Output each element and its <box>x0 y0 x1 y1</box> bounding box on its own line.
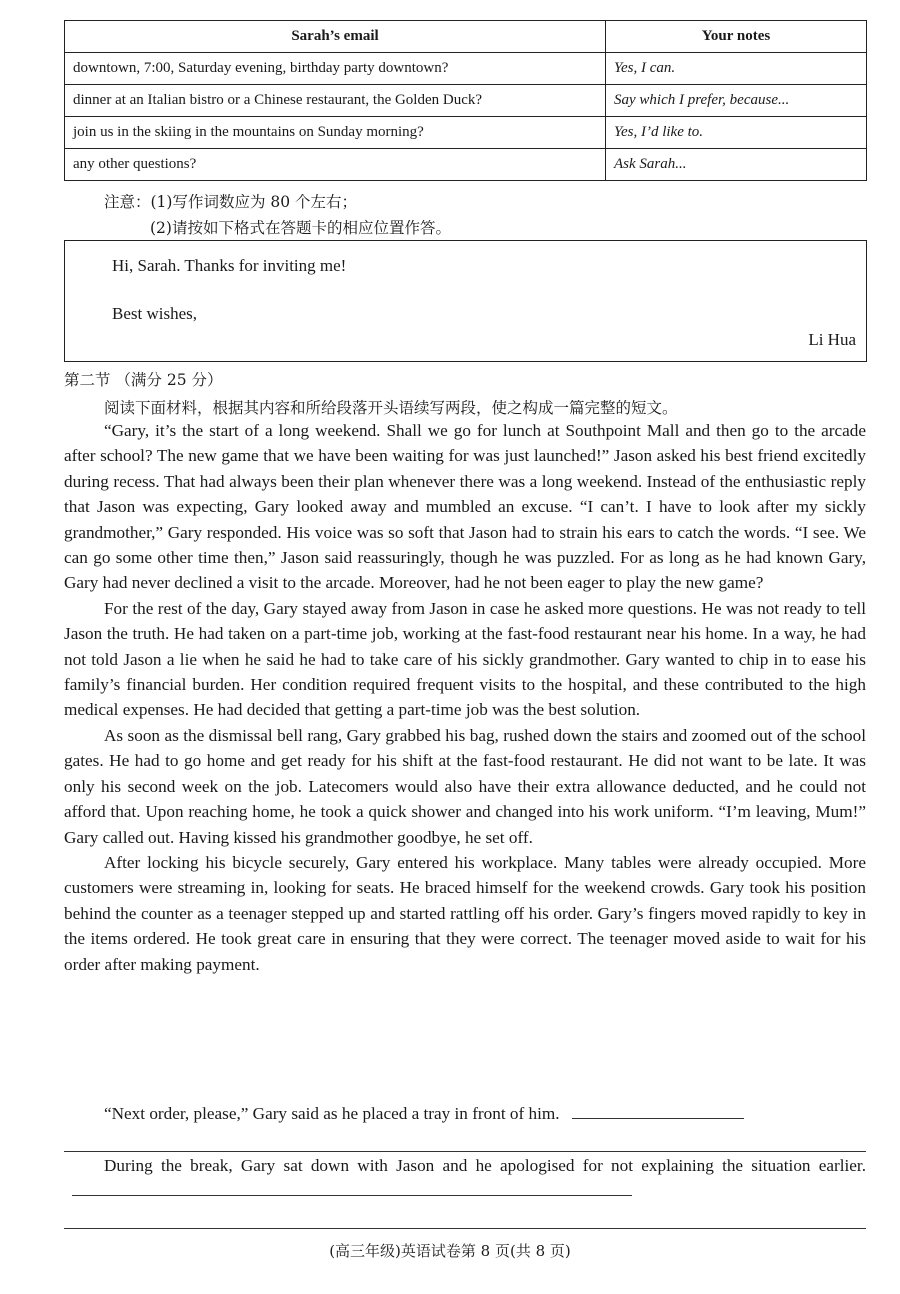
answer-blank[interactable] <box>572 1118 744 1119</box>
passage-paragraph: As soon as the dismissal bell rang, Gary grabbed his bag, rushed down the stairs and zoomed out of the school gates. He had to go home and get ready for his shift at the fast-food restaurant. He did not want to be late. It was only his second week on the job. Latecomers would also have their extra allowance deducted, and he could not afford that. Upon reaching home, he took a quick shower and changed into his work uniform. “I’m leaving, Mum!” Gary called out. Having kissed his grandmother goodbye, he set off. <box>64 725 866 847</box>
instruction-format: (2)请按如下格式在答题卡的相应位置作答。 <box>150 219 451 237</box>
note-cell: Yes, I can. <box>606 53 867 85</box>
email-cell: join us in the skiing in the mountains on Sunday morning? <box>65 117 606 149</box>
table-header-email: Sarah’s email <box>65 21 606 53</box>
letter-greeting: Hi, Sarah. Thanks for inviting me! <box>112 256 347 275</box>
passage-paragraph: “Gary, it’s the start of a long weekend. Shall we go for lunch at Southpoint Mall and then go to the arcade after school? The new game that we have been waiting for was just launched!” Jason asked his best friend excitedly during recess. That had always been their plan whenever there was a long weekend. Instead of the enthusiastic reply that Jason was expecting, Gary looked away and mumbled an excuse. “I can’t. I have to look after my sickly grandmother,” Gary responded. His voice was so soft that Jason had to strain his ears to catch the words. “I see. We can go some other time then,” Jason said reassuringly, though he was puzzled. For as long as he had known Gary, Gary had never declined a visit to the arcade. Moreover, had he not been eager to play the new game? <box>64 421 866 593</box>
note-cell: Ask Sarah... <box>606 149 867 181</box>
reading-passage <box>64 418 866 977</box>
table-row <box>65 53 867 85</box>
note-cell: Yes, I’d like to. <box>606 117 867 149</box>
passage-paragraph: For the rest of the day, Gary stayed away from Jason in case he asked more questions. He was not ready to tell Jason the truth. He had taken on a part-time job, working at the fast-food restaurant near his home. In a way, he had not told Jason a lie when he said he had to take care of his sickly grandmother. Gary wanted to chip in to ease his family’s financial burden. Her condition required frequent visits to the hospital, and these contributed to the high medical expenses. He had decided that getting a part-time job was the best solution. <box>64 598 866 720</box>
table-header-notes: Your notes <box>606 21 867 53</box>
email-cell: dinner at an Italian bistro or a Chinese restaurant, the Golden Duck? <box>65 85 606 117</box>
page-footer: (高三年级)英语试卷第 8 页(共 8 页) <box>329 1242 571 1260</box>
email-notes-table <box>64 20 867 181</box>
section-title: 第二节 （满分 25 分） <box>64 371 223 389</box>
table-row <box>65 149 867 181</box>
letter-signature: Li Hua <box>808 330 856 349</box>
table-row <box>65 85 867 117</box>
table-row <box>65 117 867 149</box>
email-cell: any other questions? <box>65 149 606 181</box>
note-cell: Say which I prefer, because... <box>606 85 867 117</box>
table-header-row <box>65 21 867 53</box>
prompt-text: “Next order, please,” Gary said as he placed a tray in front of him. <box>104 1104 560 1123</box>
section-task: 阅读下面材料，根据其内容和所给段落开头语续写两段，使之构成一篇完整的短文。 <box>104 399 678 417</box>
continuation-prompt-1 <box>64 1101 866 1126</box>
answer-line[interactable] <box>64 1228 866 1229</box>
continuation-prompt-2 <box>64 1153 866 1204</box>
email-cell: downtown, 7:00, Saturday evening, birthday party downtown? <box>65 53 606 85</box>
answer-line[interactable] <box>64 1151 866 1152</box>
letter-closing: Best wishes, <box>112 304 197 323</box>
prompt-text: During the break, Gary sat down with Jason and he apologised for not explaining the situation earlier. <box>104 1156 866 1175</box>
answer-format-box <box>64 240 867 362</box>
instruction-word-count: 注意：(1)写作词数应为 80 个左右； <box>104 193 358 211</box>
passage-paragraph: After locking his bicycle securely, Gary entered his workplace. Many tables were already occupied. More customers were streaming in, looking for seats. He braced himself for the weekend crowds. Gary took his position behind the counter as a teenager stepped up and started rattling off his order. Gary’s fingers moved rapidly to key in the items ordered. He took great care in ensuring that they were correct. The teenager moved aside to wait for his order after making payment. <box>64 852 866 974</box>
answer-blank[interactable] <box>72 1195 632 1196</box>
